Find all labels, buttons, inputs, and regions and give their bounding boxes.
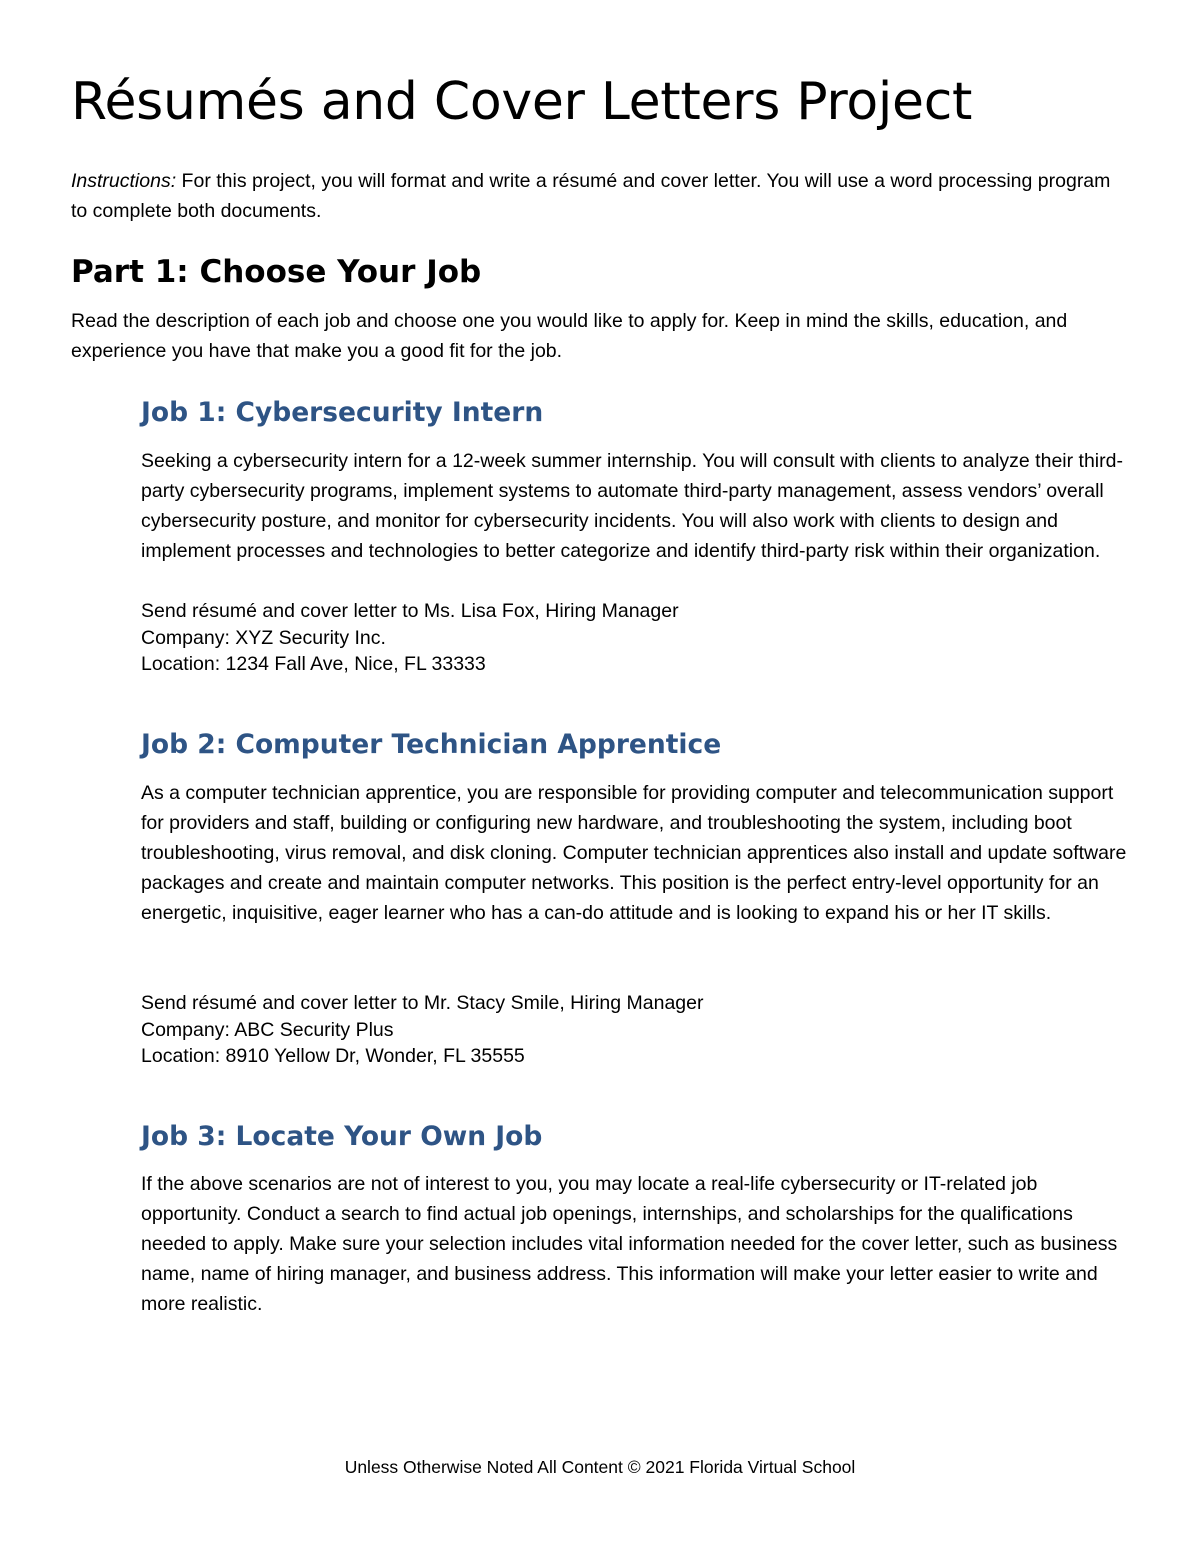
job2-heading: Job 2: Computer Technician Apprentice [141, 729, 722, 760]
job1-location: Location: 1234 Fall Ave, Nice, FL 33333 [141, 653, 486, 675]
job3-heading: Job 3: Locate Your Own Job [141, 1121, 543, 1152]
job1-company: Company: XYZ Security Inc. [141, 626, 386, 649]
job1-send-to: Send résumé and cover letter to Ms. Lisa Fox, Hiring Manager [141, 600, 679, 622]
job2-company: Company: ABC Security Plus [141, 1018, 394, 1041]
document-title: Résumés and Cover Letters Project [71, 72, 973, 132]
job2-description: As a computer technician apprentice, you are responsible for providing computer and telecommunication support for providers and staff, building or configuring new hardware, and troubleshooting the system, including boot troubleshooting, virus removal, and disk cloning. Computer technician apprentices also install and update software packages and create and maintain computer networks. This position is the perfect entry-level opportunity for an energetic, inquisitive, eager learner who has a can-do attitude and is looking to expand his or her IT skills. [141, 782, 1127, 924]
instructions-lead: Instructions: [71, 170, 177, 192]
job1-heading: Job 1: Cybersecurity Intern [141, 397, 544, 428]
job3-description: If the above scenarios are not of interest to you, you may locate a real-life cybersecurity or IT-related job opportunity. Conduct a search to find actual job openings, internships, and scholarships for the qualifications needed to apply. Make sure your selection includes vital information needed for the cover letter, such as business name, name of hiring manager, and business address. This information will make your letter easier to write and more realistic. [141, 1173, 1118, 1315]
job2-contact [141, 990, 704, 1070]
job2-send-to: Send résumé and cover letter to Mr. Stacy Smile, Hiring Manager [141, 992, 704, 1014]
job1-description: Seeking a cybersecurity intern for a 12-week summer internship. You will consult with clients to analyze their third-party cybersecurity programs, implement systems to automate third-party management, assess vendors’ overall cybersecurity posture, and monitor for cybersecurity incidents. You will also work with clients to design and implement processes and technologies to better categorize and identify third-party risk within their organization. [141, 450, 1123, 562]
page-footer: Unless Otherwise Noted All Content © 2021 Florida Virtual School [344, 1457, 856, 1477]
instructions-paragraph [71, 166, 1131, 226]
part1-intro: Read the description of each job and choose one you would like to apply for. Keep in mind the skills, education, and experience you have that make you a good fit for the job. [71, 310, 1068, 362]
job2-location: Location: 8910 Yellow Dr, Wonder, FL 35555 [141, 1045, 525, 1067]
part1-heading: Part 1: Choose Your Job [71, 254, 482, 290]
job1-contact [141, 598, 679, 678]
instructions-text: For this project, you will format and write a résumé and cover letter. You will use a word processing program to complete both documents. [71, 170, 1111, 222]
